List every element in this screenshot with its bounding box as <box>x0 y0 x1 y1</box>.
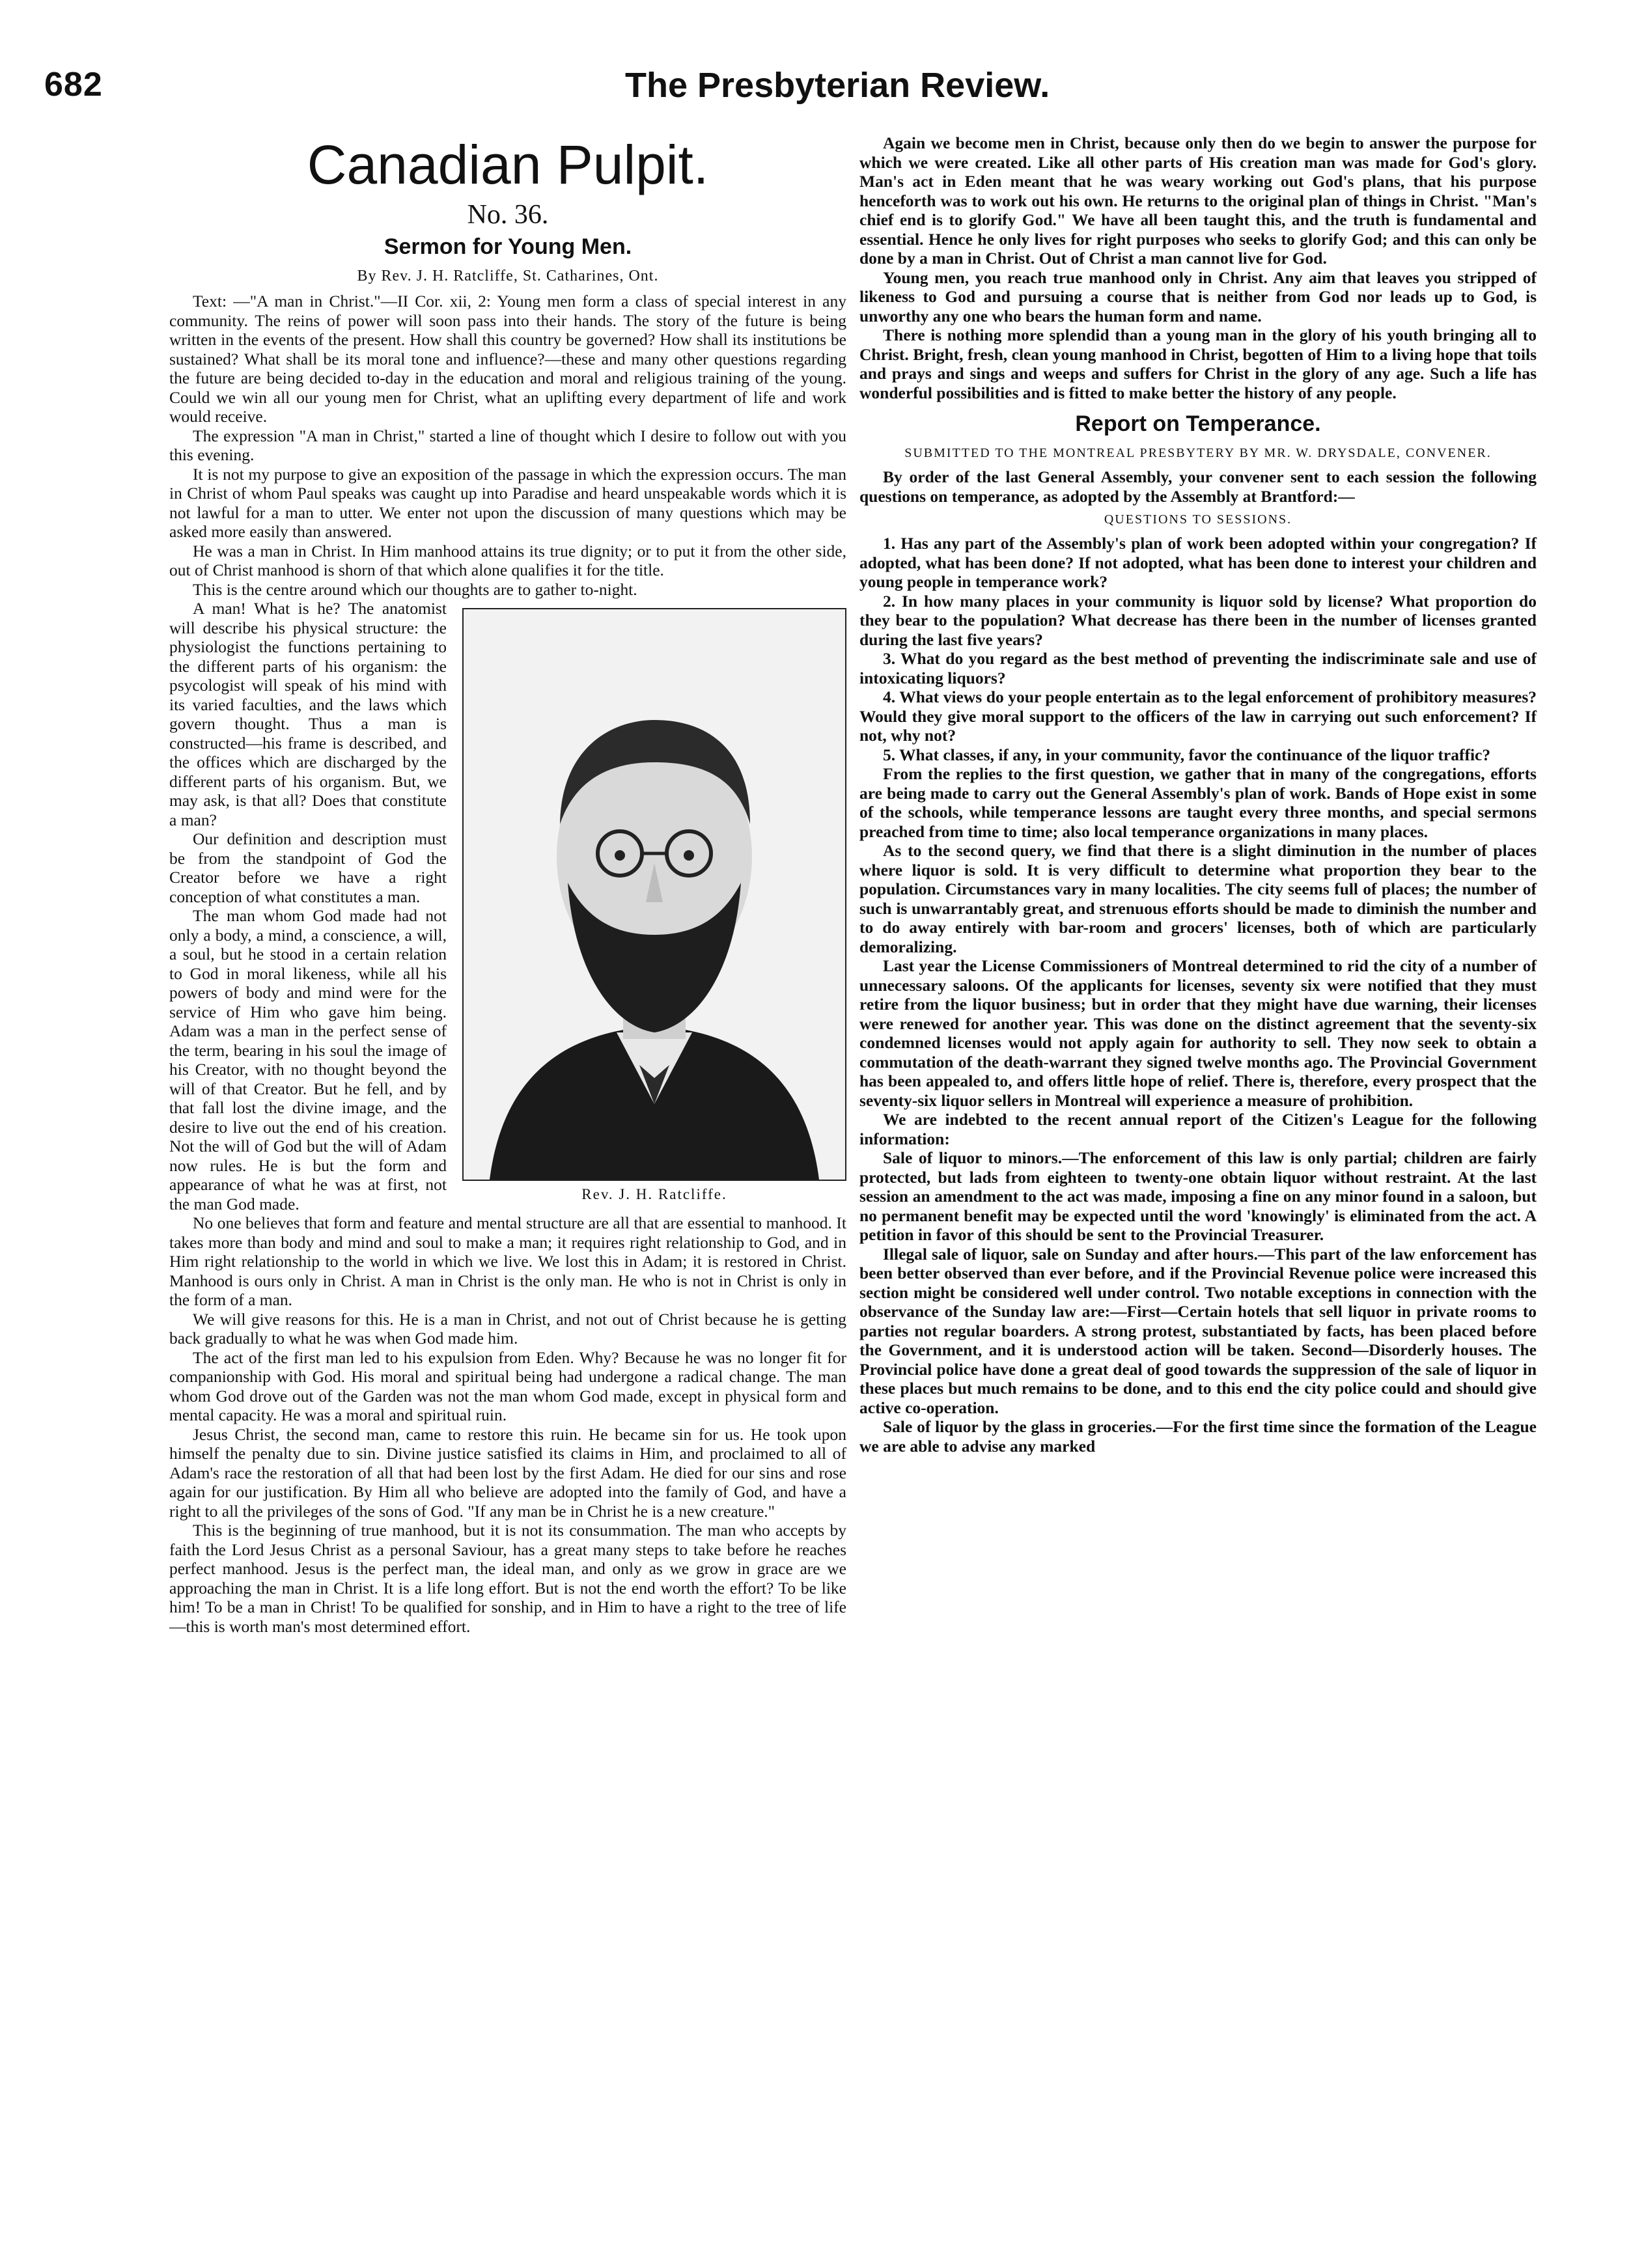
report-paragraph: Illegal sale of liquor, sale on Sunday and after hours.—This part of the law enforcement has been better observed than ever before, and if the Provincial Revenue police were increased this section might be considered well under control. Two notable exceptions in connection with the observance of the Sunday law are:—First—Certain hotels that sell liquor in private rooms to parties not regular boarders. A strong protest, substantiated by facts, has been placed before the Government, and it is understood action will be taken. Second—Disorderly houses. The Provincial police have done a great deal of good towards the suppression of the sale of liquor in these places but much remains to be done, and to this end the city police could and should give active co-operation. <box>859 1244 1537 1417</box>
sermon-paragraph: A man! What is he? The anatomist will describe his physical structure: the physiologist the functions pertaining to the different parts of his organism: the psycologist will speak of his mind with its varied faculties, and the laws which govern thought. Thus a man is constructed—his frame is described, and the offices which are discharged by the different parts of his organism. But, we may ask, is that all? Does that constitute a man? <box>169 599 447 829</box>
sermon-paragraph: We will give reasons for this. He is a man in Christ, and not out of Christ because he is getting back gradually to what he was when God made him. <box>169 1309 846 1348</box>
sermon-paragraph: There is nothing more splendid than a young man in the glory of his youth bringing all to Christ. Bright, fresh, clean young manhood in Christ, begotten of Him to a living hope that toils and prays and sings and weeps and suffers for Christ in the glory of any age. Such a life has wonderful possibilities and is fitted to make better the history of any people. <box>859 325 1537 402</box>
right-column <box>859 133 1537 1456</box>
report-paragraph: From the replies to the first question, we gather that in many of the congregations, efforts are being made to carry out the General Assembly's plan of work. Bands of Hope exist in some of the schools, while temperance lessons are taught every three months, and special sermons preached from time to time; also local temperance organizations in many places. <box>859 764 1537 841</box>
portrait-caption: Rev. J. H. Ratcliffe. <box>581 1186 727 1202</box>
report-title: Report on Temperance. <box>1075 411 1321 436</box>
report-paragraph: We are indebted to the recent annual report of the Citizen's League for the following information: <box>859 1110 1537 1148</box>
sermon-paragraph: This is the centre around which our thoughts are to gather to-night. <box>193 579 637 599</box>
sermon-paragraph: The expression "A man in Christ," started a line of thought which I desire to follow out with you this evening. <box>169 426 846 464</box>
portrait-illustration <box>464 609 845 1180</box>
sermon-paragraph: This is the beginning of true manhood, but it is not its consummation. The man who accepts by faith the Lord Jesus Christ as a personal Saviour, has a great many steps to take before he reaches perfect manhood. Jesus is the perfect man, the ideal man, and only as we grow in grace are we approaching the man in Christ. It is a life long effort. But is not the end worth the effort? To be like him! To be a man in Christ! To be qualified for sonship, and in Him to have a right to the tree of life—this is worth man's most determined effort. <box>169 1521 846 1636</box>
questions-heading: QUESTIONS TO SESSIONS. <box>1104 512 1292 527</box>
portrait-image <box>462 608 846 1181</box>
sermon-paragraph: Young men, you reach true manhood only in Christ. Any aim that leaves you stripped of likeness to God and pursuing a course that is neither from God nor leads up to God, is unworthy any one who bears the human form and name. <box>859 268 1537 325</box>
sermon-paragraph: The man whom God made had not only a body, a mind, a conscience, a will, a soul, but he stood in a certain relation to God in moral likeness, while all his powers of body and mind were for the service of Him who gave him being. Adam was a man in the perfect sense of the term, bearing in his soul the image of his Creator, with no thought beyond the will of that Creator. But he fell, and by that fall lost the divine image, and the desire to live out the end of his creation. Not the will of God but the will of Adam now rules. He is but the form and appearance of what he was at first, not the man God made. <box>169 906 447 1213</box>
sermon-paragraph: Again we become men in Christ, because only then do we begin to answer the purpose for which we were created. Like all other parts of His creation man was made for God's glory. Man's act in Eden meant that he was weary working out God's plans, that his purpose henceforth was to work out his own. He returns to the original plan of things in Christ. "Man's chief end is to glorify God." We have all been taught this, and the truth is fundamental and essential. Hence he only lives for right purposes who seeks to glorify God; and this can only be done by a man in Christ. Out of Christ a man cannot live for God. <box>859 133 1537 268</box>
sermon-paragraph: Text: —"A man in Christ."—II Cor. xii, 2: Young men form a class of special interest in any community. The reins of power will soon pass into their hands. The story of the future is being written in the events of the present. How shall this country be governed? How shall its institutions be sustained? What shall be its moral tone and influence?—these and many other questions regarding the future are being decided to-day in the education and moral and religious training of the young. Could we win all our young men for Christ, what an uplifting every department of life and work would receive. <box>169 292 846 426</box>
sermon-title: Sermon for Young Men. <box>383 234 632 259</box>
question-item: 4. What views do your people entertain as to the legal enforcement of prohibitory measures? Would they give moral support to the officers of the law in carrying out such enforcement? If not, why not? <box>859 687 1537 745</box>
report-submitted-line: SUBMITTED TO THE MONTREAL PRESBYTERY BY MR. W. DRYSDALE, CONVENER. <box>904 446 1492 460</box>
sermon-paragraph: Our definition and description must be from the standpoint of God the Creator before we have a right conception of what constitutes a man. <box>169 829 447 906</box>
page-number: 682 <box>44 66 103 104</box>
sermon-paragraph: The act of the first man led to his expulsion from Eden. Why? Because he was no longer fit for companionship with God. His moral and spiritual being had undergone a radical change. The man whom God drove out of the Garden was not the man whom God made, except in physical form and mental capacity. He was a moral and spiritual ruin. <box>169 1348 846 1424</box>
sermon-number: No. 36. <box>467 200 549 230</box>
sermon-paragraph: It is not my purpose to give an exposition of the passage in which the expression occurs. The man in Christ of whom Paul speaks was caught up into Paradise and heard unspeakable words which it is not lawful for a man to utter. We enter not upon the discussion of many questions which may be asked more easily than answered. <box>169 464 846 541</box>
sermon-byline: By Rev. J. H. Ratcliffe, St. Catharines, Ont. <box>357 268 659 284</box>
report-intro: By order of the last General Assembly, your convener sent to each session the following questions on temperance, as adopted by the Assembly at Brantford:— <box>859 467 1537 506</box>
question-item: 5. What classes, if any, in your community, favor the continuance of the liquor traffic? <box>883 745 1491 764</box>
portrait-figure <box>462 608 846 1203</box>
question-item: 3. What do you regard as the best method of preventing the indiscriminate sale and use of intoxicating liquors? <box>859 649 1537 687</box>
report-paragraph: As to the second query, we find that there is a slight diminution in the number of places where liquor is sold. It is very difficult to determine what proportion they bear to the population. Circumstances vary in many localities. The city seems full of places; the number of such is unwarrantably great, and strenuous efforts should be made to diminish the number and to do away entirely with bar-room and grocers' licenses, both of which are particularly demoralizing. <box>859 841 1537 956</box>
report-paragraph: Last year the License Commissioners of Montreal determined to rid the city of a number of unnecessary saloons. Of the applicants for licenses, seventy six were notified that they must retire from the liquor business; but in order that they might have due warning, their licenses were renewed for another year. This was done on the distinct agreement that the seventy-six condemned licenses would not apply again for authority to sell. They now seek to obtain a commutation of the death-warrant they signed twelve months ago. The Provincial Government has been appealed to, and offers little hope of relief. There is, therefore, every prospect that the seventy-six liquor sellers in Montreal will experience a measure of prohibition. <box>859 956 1537 1110</box>
sermon-paragraph: Jesus Christ, the second man, came to restore this ruin. He became sin for us. He took upon himself the penalty due to sin. Divine justice satisfied its claims in Him, and proclaimed to all of Adam's race the restoration of all that had been lost by the first Adam. He died for our sins and rose again for our justification. By Him all who believe are adopted into the family of God, and have a right to all the privileges of the sons of God. "If any man be in Christ he is a new creature." <box>169 1424 846 1521</box>
report-paragraph: Sale of liquor to minors.—The enforcement of this law is only partial; children are fairly protected, but lads from eighteen to twenty-one obtain liquor without restraint. At the last session an amendment to the act was made, imposing a fine on any minor found in a saloon, but no permanent benefit may be expected until the word 'knowingly' is eliminated from the act. A petition in favor of this should be sent to the Provincial Treasurer. <box>859 1148 1537 1244</box>
section-title: Canadian Pulpit. <box>307 134 709 195</box>
question-item: 1. Has any part of the Assembly's plan of work been adopted within your congregation? If adopted, what has been done? If not adopted, what has been done to interest your children and young people in temperance work? <box>859 534 1537 591</box>
sermon-paragraph: No one believes that form and feature and mental structure are all that are essential to manhood. It takes more than body and mind and soul to make a man; it requires right relationship to God, and in Him right relationship to the world in which we live. We lost this in Adam; it is restored in Christ. Manhood is ours only in Christ. A man in Christ is the only man. He who is not in Christ is only in the form of a man. <box>169 1213 846 1309</box>
report-paragraph: Sale of liquor by the glass in groceries.—For the first time since the formation of the League we are able to advise any marked <box>859 1417 1537 1456</box>
sermon-column <box>169 133 846 1636</box>
sermon-paragraph: He was a man in Christ. In Him manhood attains its true dignity; or to put it from the other side, out of Christ manhood is shorn of that which alone qualifies it for the title. <box>169 541 846 579</box>
running-head: The Presbyterian Review. <box>625 66 1050 105</box>
question-item: 2. In how many places in your community is liquor sold by license? What proportion do they bear to the population? What decrease has there been in the number of licenses granted during the last five years? <box>859 591 1537 649</box>
